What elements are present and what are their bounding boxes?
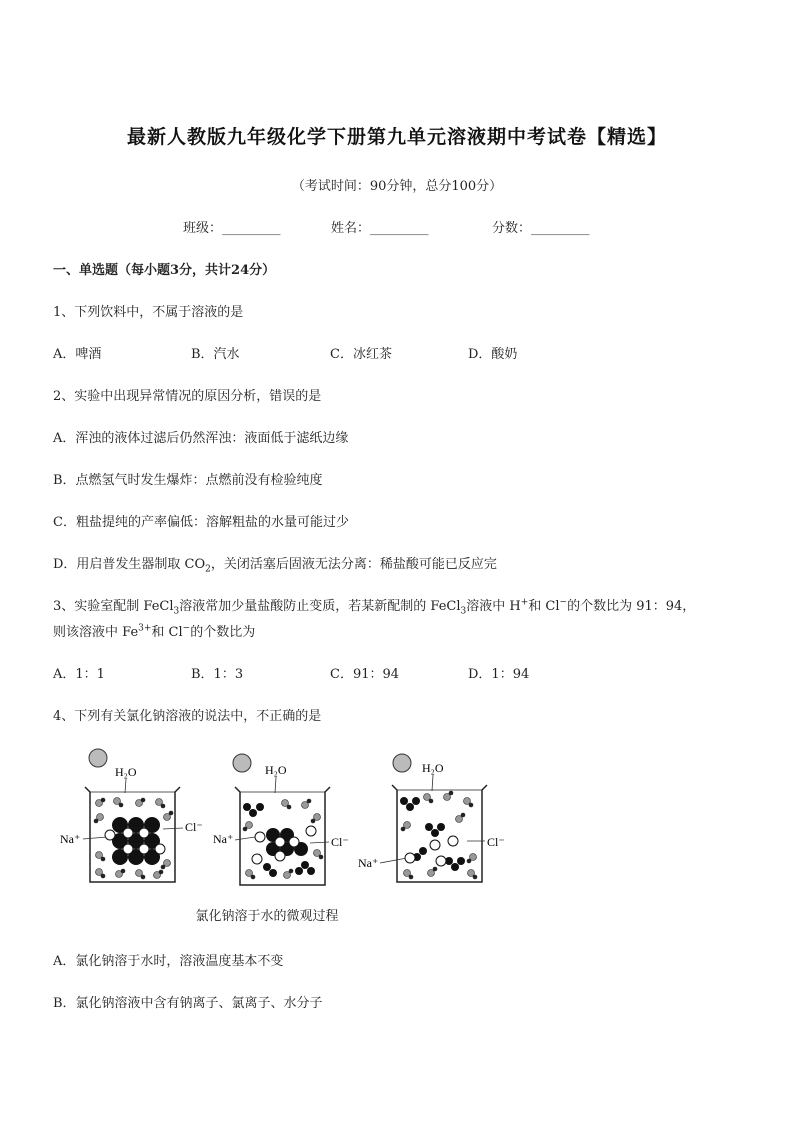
cl-label-3: Cl⁻	[487, 835, 505, 849]
question-3-stem-line1: 3、实验室配制 FeCl$_3$溶液常加少量盐酸防止变质，若某新配制的 FeCl$_3$溶液中 H+和 Cl−的个数比为 91：94，	[53, 597, 696, 617]
q4-option-a: A．氯化钠溶于水时，溶液温度基本不变	[53, 954, 284, 969]
q1-option-d: D．酸奶	[468, 347, 518, 362]
question-2-stem: 2、实验中出现异常情况的原因分析，错误的是	[53, 389, 322, 404]
exam-title: 最新人教版九年级化学下册第九单元溶液期中考试卷【精选】	[126, 126, 667, 148]
nacl-dissolving-figure	[55, 745, 515, 890]
q2-option-b: B．点燃氢气时发生爆炸：点燃前没有检验纯度	[53, 473, 323, 488]
q1-option-b: B．汽水	[191, 347, 240, 362]
question-3-stem-line2: 则该溶液中 $Fe^{3+}$和 Cl−的个数比为	[53, 623, 256, 640]
q2-option-c: C．粗盐提纯的产率偏低：溶解粗盐的水量可能过少	[53, 515, 349, 530]
h2o-label-3: H₂O	[422, 761, 444, 775]
h2o-label-1: H₂O	[115, 765, 137, 779]
figure-caption: 氯化钠溶于水的微观过程	[195, 909, 339, 924]
q1-option-a: A．啤酒	[53, 347, 102, 362]
na-label-3: Na⁺	[358, 856, 379, 870]
exam-subtitle: （考试时间：90分钟，总分100分）	[291, 179, 503, 194]
cl-label-1: Cl⁻	[185, 820, 203, 834]
name-field: 姓名：_________	[331, 221, 429, 236]
section-heading: 一、单选题（每小题3分，共计24分）	[53, 263, 276, 278]
q4-option-b: B．氯化钠溶液中含有钠离子、氯离子、水分子	[53, 996, 323, 1011]
q3-option-b: B．1：3	[191, 667, 244, 682]
q1-option-c: C．冰红茶	[330, 347, 392, 362]
question-1-stem: 1、下列饮料中，不属于溶液的是	[53, 305, 244, 320]
na-label-1: Na⁺	[60, 832, 81, 846]
beaker-3	[358, 754, 505, 882]
q3-option-d: D．1：94	[468, 667, 530, 682]
score-field: 分数：_________	[492, 221, 590, 236]
h2o-label-2: H₂O	[265, 763, 287, 777]
q3-option-c: C．91：94	[330, 667, 400, 682]
q2-option-a: A．浑浊的液体过滤后仍然浑浊：液面低于滤纸边缘	[53, 431, 349, 446]
beaker-1	[60, 749, 203, 882]
class-field: 班级：_________	[183, 221, 281, 236]
q3-option-a: A．1：1	[53, 667, 105, 682]
q2-option-d: D．用启普发生器制取 $CO_2$，关闭活塞后固液无法分离：稀盐酸可能已反应完	[53, 557, 497, 575]
beaker-2	[213, 754, 349, 885]
question-4-stem: 4、下列有关氯化钠溶液的说法中，不正确的是	[53, 709, 322, 724]
na-label-2: Na⁺	[213, 832, 234, 846]
cl-label-2: Cl⁻	[331, 835, 349, 849]
